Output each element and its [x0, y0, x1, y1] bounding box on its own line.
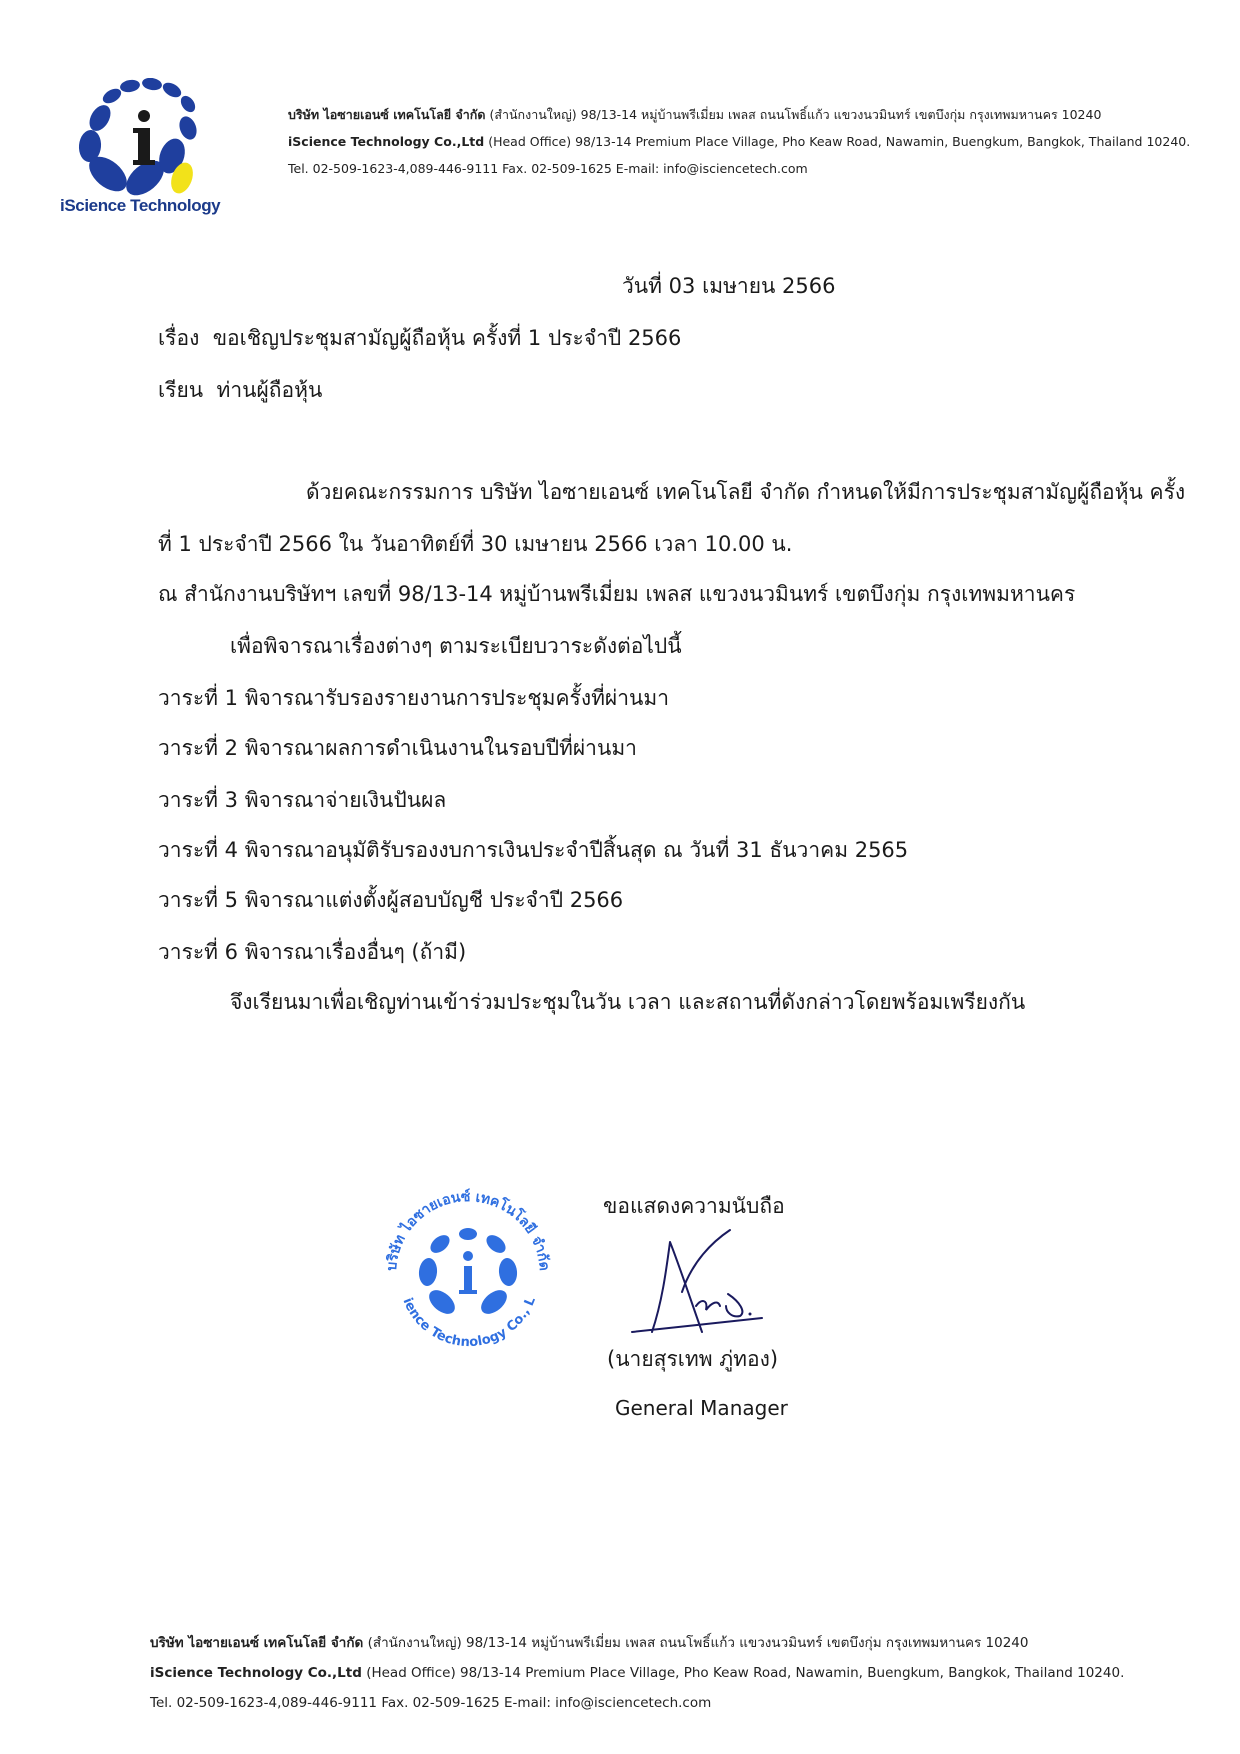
agenda-intro: เพื่อพิจารณาเรื่องต่างๆ ตามระเบียบวาระดังต่อไปนี้ — [230, 634, 682, 658]
footer-company-th: บริษัท ไอซายเอนซ์ เทคโนโลยี จำกัด — [150, 1635, 364, 1651]
footer — [150, 1628, 1124, 1718]
iscience-logo-icon — [60, 78, 250, 198]
to-label: เรียน — [158, 378, 204, 402]
agenda-item: วาระที่ 4 พิจารณาอนุมัติรับรองงบการเงินประจำปีสิ้นสุด ณ วันที่ 31 ธันวาคม 2565 — [158, 838, 909, 862]
agenda-item: วาระที่ 2 พิจารณาผลการดำเนินงานในรอบปีที่ผ่านมา — [158, 736, 637, 760]
body-para-line-3: ณ สำนักงานบริษัทฯ เลขที่ 98/13-14 หมู่บ้านพรีเมี่ยม เพลส แขวงนวมินทร์ เขตบึงกุ่ม กรุงเทพมหานคร — [158, 582, 1076, 606]
signature-closing: ขอแสดงความนับถือ — [603, 1194, 785, 1218]
header-company-th: บริษัท ไอซายเอนซ์ เทคโนโลยี จำกัด — [288, 107, 486, 122]
agenda-item: วาระที่ 5 พิจารณาแต่งตั้งผู้สอบบัญชี ประจำปี 2566 — [158, 888, 624, 912]
letterhead-line-en — [288, 128, 1190, 155]
logo-text: iScience Technology — [60, 196, 221, 215]
company-seal — [368, 1172, 568, 1372]
footer-address-th: (สำนักงานใหญ่) 98/13-14 หมู่บ้านพรีเมี่ยม เพลส ถนนโพธิ์แก้ว แขวงนวมินทร์ เขตบึงกุ่ม กรุงเทพมหานคร 10240 — [367, 1635, 1029, 1651]
closing-paragraph: จึงเรียนมาเพื่อเชิญท่านเข้าร่วมประชุมในวัน เวลา และสถานที่ดังกล่าวโดยพร้อมเพรียงกัน — [230, 990, 1026, 1014]
company-logo — [60, 78, 250, 218]
subject-text: ขอเชิญประชุมสามัญผู้ถือหุ้น ครั้งที่ 1 ประจำปี 2566 — [212, 326, 682, 350]
seal-text-th: บริษัท ไอซายเอนซ์ เทคโนโลยี จำกัด — [383, 1189, 553, 1272]
subject-label: เรื่อง — [158, 326, 200, 350]
footer-line-th — [150, 1628, 1124, 1658]
header-address-en: (Head Office) 98/13-14 Premium Place Village, Pho Keaw Road, Nawamin, Buengkum, Bangkok, Thailand 10240. — [488, 134, 1191, 149]
body-para-line-1: ด้วยคณะกรรมการ บริษัท ไอซายเอนซ์ เทคโนโลยี จำกัด กำหนดให้มีการประชุมสามัญผู้ถือหุ้น ครั้ง — [306, 480, 1186, 504]
header-contact: Tel. 02-509-1623-4,089-446-9111 Fax. 02-509-1625 E-mail: info@isciencetech.com — [288, 161, 808, 176]
agenda-item: วาระที่ 3 พิจารณาจ่ายเงินปันผล — [158, 788, 447, 812]
to-text: ท่านผู้ถือหุ้น — [216, 378, 323, 402]
handwritten-signature — [622, 1222, 772, 1350]
to-line — [158, 374, 322, 407]
header-address-th: (สำนักงานใหญ่) 98/13-14 หมู่บ้านพรีเมี่ยม เพลส ถนนโพธิ์แก้ว แขวงนวมินทร์ เขตบึงกุ่ม กรุงเทพมหานคร 10240 — [489, 107, 1102, 122]
signatory-name: (นายสุรเทพ ภู่ทอง) — [607, 1347, 779, 1371]
company-seal-icon — [368, 1172, 568, 1372]
footer-line-en — [150, 1658, 1124, 1688]
agenda-item: วาระที่ 1 พิจารณารับรองรายงานการประชุมครั้งที่ผ่านมา — [158, 686, 670, 710]
signature-icon — [622, 1222, 772, 1350]
header-company-en: iScience Technology Co.,Ltd — [288, 134, 485, 149]
agenda-item: วาระที่ 6 พิจารณาเรื่องอื่นๆ (ถ้ามี) — [158, 940, 467, 964]
footer-contact: Tel. 02-509-1623-4,089-446-9111 Fax. 02-509-1625 E-mail: info@isciencetech.com — [150, 1695, 712, 1711]
letter-date: วันที่ 03 เมษายน 2566 — [622, 274, 836, 298]
signatory-title: General Manager — [615, 1396, 788, 1420]
subject-line — [158, 322, 681, 355]
letterhead — [288, 101, 1190, 182]
body-para-line-2: ที่ 1 ประจำปี 2566 ใน วันอาทิตย์ที่ 30 เมษายน 2566 เวลา 10.00 น. — [158, 532, 793, 556]
footer-company-en: iScience Technology Co.,Ltd — [150, 1665, 362, 1681]
seal-text-en: ience Technology Co., L — [399, 1294, 539, 1351]
letterhead-line-th — [288, 101, 1190, 128]
footer-address-en: (Head Office) 98/13-14 Premium Place Village, Pho Keaw Road, Nawamin, Buengkum, Bangkok, Thailand 10240. — [366, 1665, 1125, 1681]
